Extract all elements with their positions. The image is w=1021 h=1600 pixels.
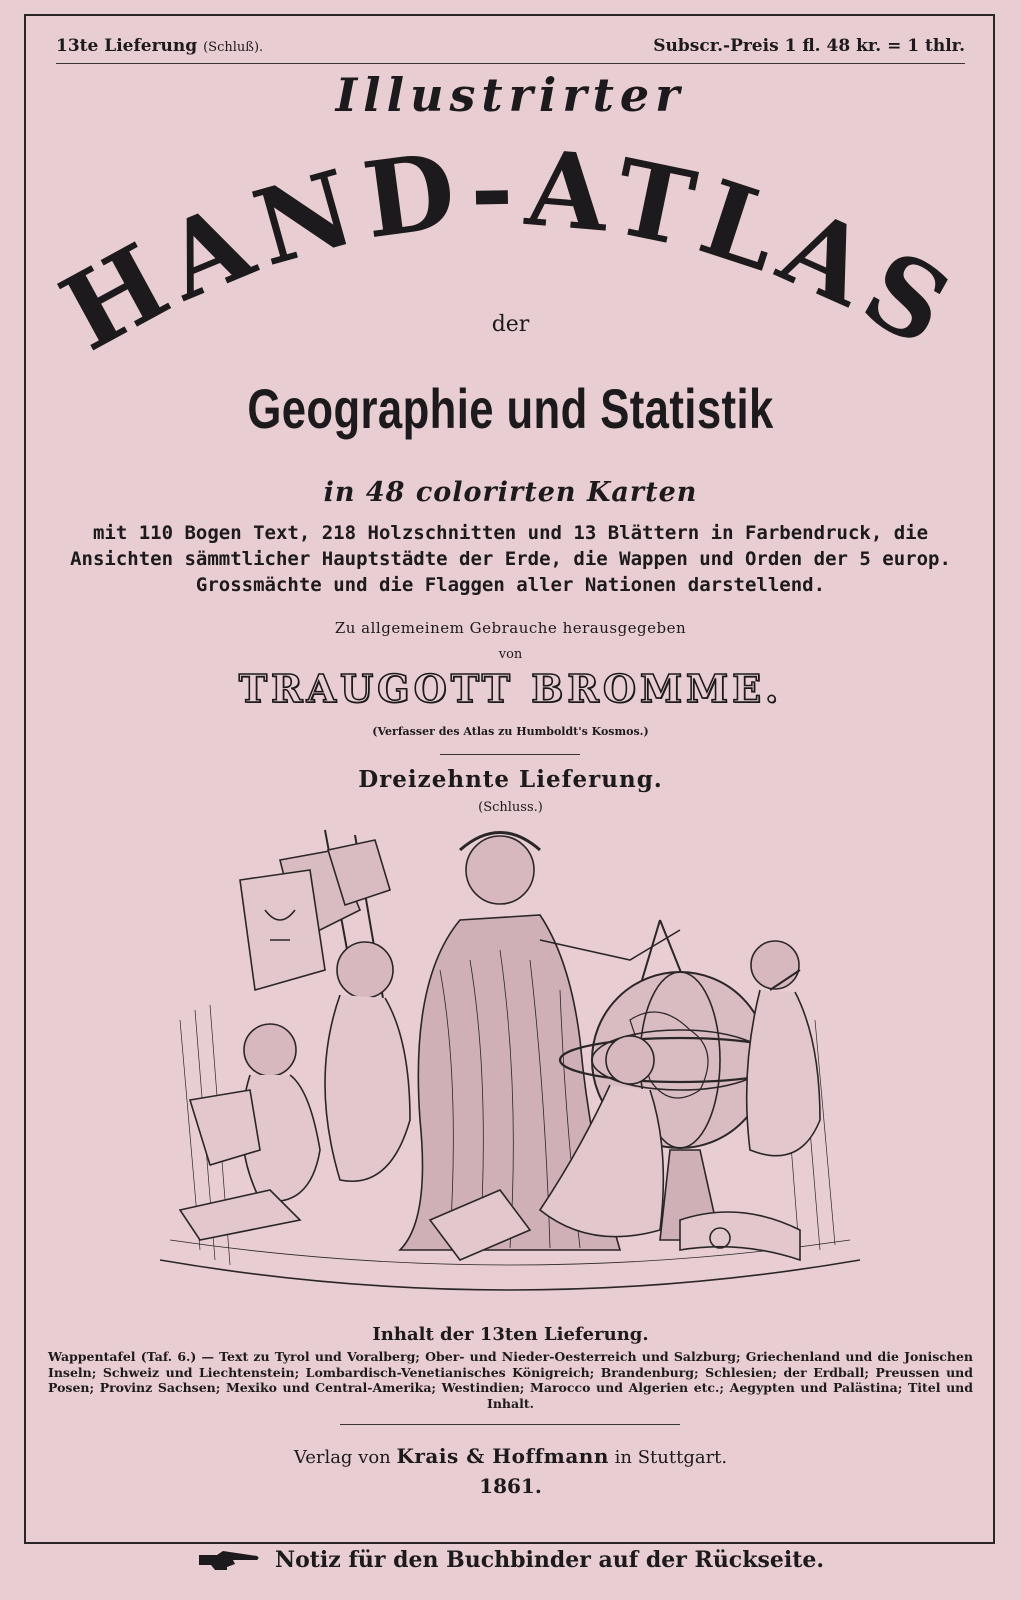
title-der: der: [491, 312, 530, 337]
contents-title: Inhalt der 13ten Lieferung.: [372, 1324, 649, 1345]
divider-rule: [440, 754, 580, 755]
footer-note: [0, 1547, 1021, 1573]
pointing-hand-icon: [197, 1547, 261, 1573]
delivery-note: (Schluss.): [478, 800, 543, 815]
publisher-post: in Stuttgart.: [614, 1447, 728, 1468]
editor-von: von: [498, 647, 523, 662]
footer-text: Notiz für den Buchbinder auf der Rückseite.: [274, 1547, 825, 1573]
main-title: HAND-ATLAS: [42, 130, 979, 376]
contents-text: Wappentafel (Taf. 6.) — Text zu Tyrol und Voralberg; Ober- und Nieder-Oesterreich und Salzburg; Griechenland und die Jonischen Inseln; Schweiz und Liechtenstein; Lombardisch-Venetianisches Königreich; Brandenburg; Schlesien; der Erdball; Preussen und Posen; Provinz Sachsen; Mexiko und Central-Amerika; Westindien; Marocco und Algerien etc.; Aegypten und Palästina; Titel und Inhalt.: [48, 1349, 973, 1411]
editor-line: Zu allgemeinem Gebrauche herausgegeben: [334, 619, 687, 637]
description: mit 110 Bogen Text, 218 Holzschnitten und 13 Blättern in Farbendruck, die Ansichten sämmtlicher Hauptstädte der Erde, die Wappen und Orden der 5 europ. Grossmächte und die Flaggen aller Nationen darstellend.: [70, 522, 951, 596]
title-subject: Geographie und Statistik: [247, 377, 774, 440]
title-illustrirter: Illustrirter: [335, 68, 686, 122]
delivery-title: Dreizehnte Lieferung.: [358, 766, 663, 793]
header-rule: [56, 63, 965, 64]
header-row: [56, 36, 965, 56]
author-name: TRAUGOTT BROMME.: [238, 666, 783, 711]
subscription-price: Subscr.-Preis 1 fl. 48 kr. = 1 thlr.: [653, 36, 965, 56]
issue-label: 13te Lieferung (Schluß).: [56, 36, 264, 56]
divider-rule-2: [340, 1424, 680, 1425]
allegorical-engraving: [160, 820, 860, 1310]
author-note: (Verfasser des Atlas zu Humboldt's Kosmos.): [372, 725, 649, 738]
main-title-arc: [40, 130, 981, 380]
publication-year: 1861.: [479, 1474, 542, 1498]
title-maps: in 48 colorirten Karten: [323, 477, 698, 508]
issue-note: (Schluß).: [203, 40, 264, 55]
publisher-pre: Verlag von: [293, 1447, 391, 1468]
publisher-name: Krais & Hoffmann: [396, 1444, 609, 1468]
publisher-line: [0, 1444, 1021, 1468]
svg-text:HAND-ATLAS: [42, 130, 978, 375]
